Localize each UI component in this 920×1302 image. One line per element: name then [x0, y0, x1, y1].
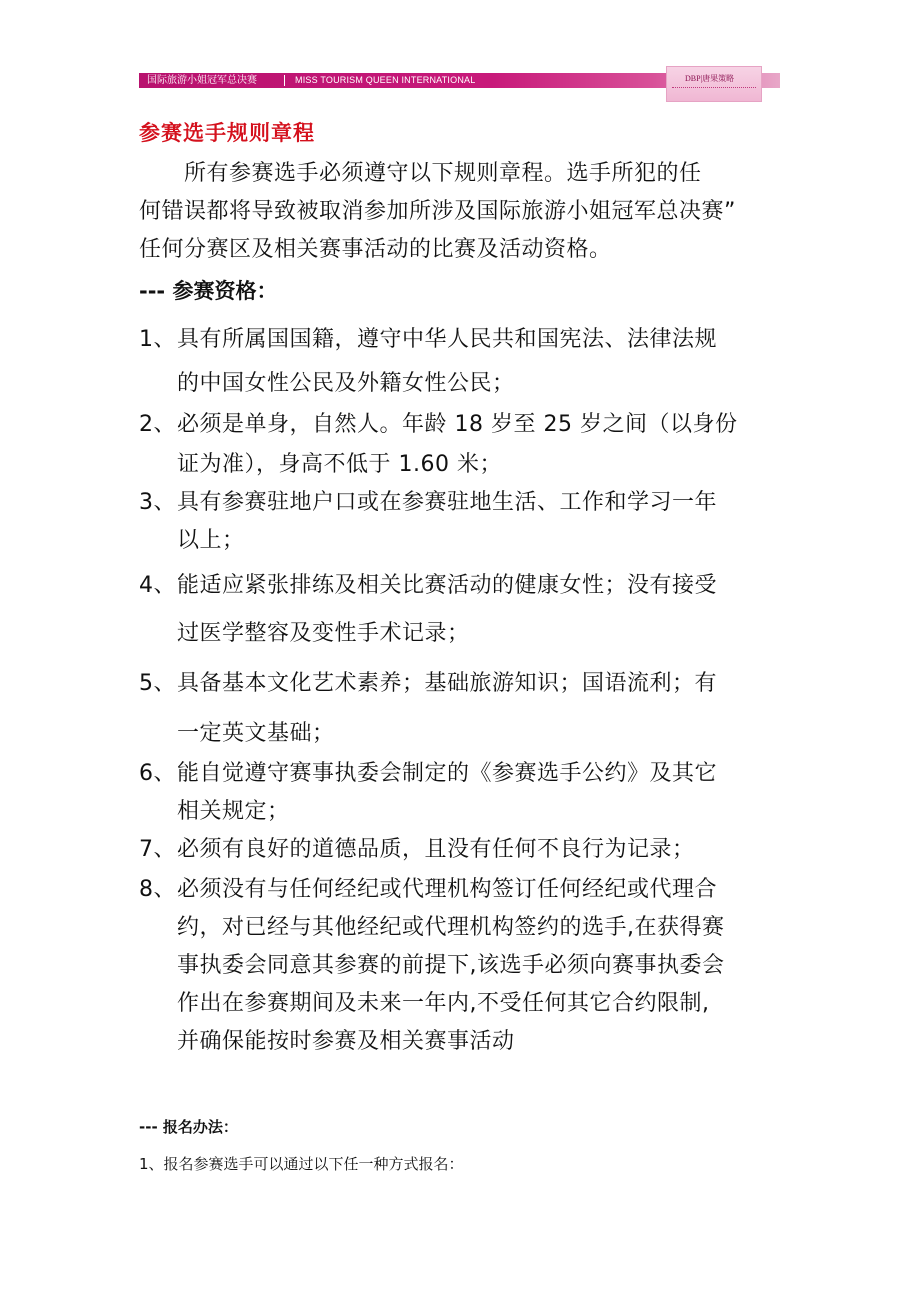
- item-text: 具有所属国国籍，遵守中华人民共和国宪法、法律法规: [177, 327, 718, 352]
- item-number: 6、: [139, 761, 176, 786]
- signup-line-1: 1、报名参赛选手可以通过以下任一种方式报名：: [139, 1155, 464, 1173]
- page-title: 参赛选手规则章程: [139, 121, 315, 145]
- item-text: 能适应紧张排练及相关比赛活动的健康女性；没有接受: [177, 573, 718, 598]
- item-number: 5、: [139, 671, 176, 696]
- item-text-continued: 作出在参赛期间及未来一年内,不受任何其它合约限制,: [177, 991, 710, 1016]
- item-text-continued: 以上；: [177, 528, 245, 553]
- intro-line-3: 任何分赛区及相关赛事活动的比赛及活动资格。: [139, 237, 612, 262]
- item-text-continued: 事执委会同意其参赛的前提下,该选手必须向赛事执委会: [177, 953, 725, 978]
- logo: [666, 66, 762, 102]
- item-text-continued: 相关规定；: [177, 799, 290, 824]
- item-number: 2、: [139, 412, 176, 437]
- item-text-continued: 证为准），身高不低于 1.60 米；: [177, 452, 502, 477]
- item-text-continued: 一定英文基础；: [177, 721, 335, 746]
- item-text: 必须是单身，自然人。年龄 18 岁至 25 岁之间（以身份: [177, 412, 738, 437]
- item-text-continued: 约，对已经与其他经纪或代理机构签约的选手,在获得赛: [177, 915, 725, 940]
- item-text: 必须有良好的道德品质，且没有任何不良行为记录；: [177, 837, 695, 862]
- item-number: 1、: [139, 327, 176, 352]
- section-eligibility-heading: --- 参赛资格：: [139, 279, 278, 303]
- item-text-continued: 并确保能按时参赛及相关赛事活动: [177, 1029, 515, 1054]
- item-number: 3、: [139, 490, 176, 515]
- item-number: 4、: [139, 573, 176, 598]
- item-text: 具有参赛驻地户口或在参赛驻地生活、工作和学习一年: [177, 490, 718, 515]
- section-signup-heading: --- 报名办法：: [139, 1118, 238, 1136]
- item-text: 能自觉遵守赛事执委会制定的《参赛选手公约》及其它: [177, 761, 718, 786]
- logo-underline: [672, 87, 756, 90]
- header-divider: [284, 75, 285, 86]
- item-text: 具备基本文化艺术素养；基础旅游知识；国语流利；有: [177, 671, 718, 696]
- intro-line-1: 所有参赛选手必须遵守以下规则章程。选手所犯的任: [139, 161, 702, 186]
- header-title-en: MISS TOURISM QUEEN INTERNATIONAL: [295, 75, 476, 85]
- item-text: 必须没有与任何经纪或代理机构签订任何经纪或代理合: [177, 877, 718, 902]
- item-text-continued: 的中国女性公民及外籍女性公民；: [177, 371, 515, 396]
- item-number: 8、: [139, 877, 176, 902]
- header-title-cn: 国际旅游小姐冠军总决赛: [147, 75, 257, 86]
- item-text-continued: 过医学整容及变性手术记录；: [177, 621, 470, 646]
- intro-line-2: 何错误都将导致被取消参加所涉及国际旅游小姐冠军总决赛”: [139, 199, 736, 224]
- item-number: 7、: [139, 837, 176, 862]
- logo-text: DBP|唐果策略: [685, 74, 735, 83]
